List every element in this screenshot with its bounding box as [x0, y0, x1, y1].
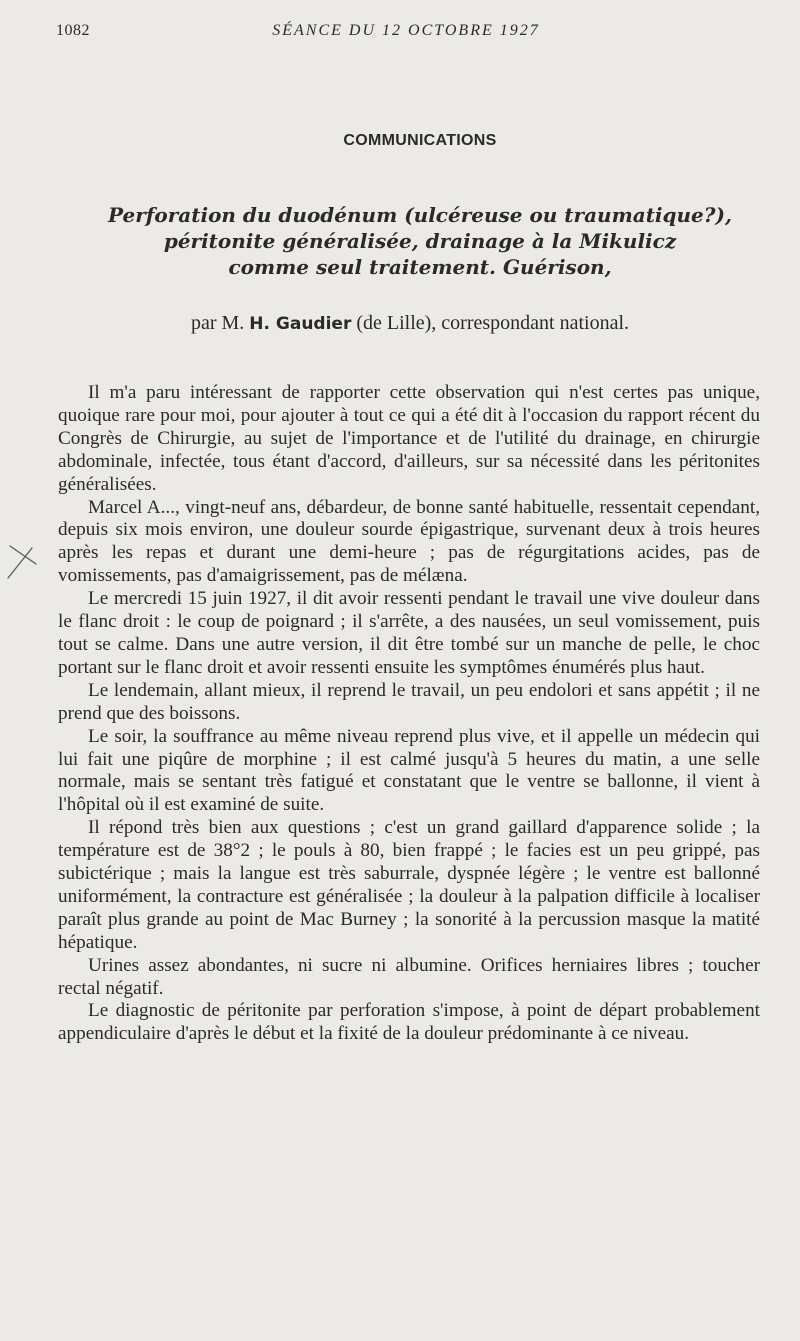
body-paragraph: Il répond très bien aux questions ; c'est un grand gaillard d'apparence solide ; la température est de 38°2 ; le pouls à 80, bien frappé ; le facies est un peu grippé, pas subictérique ; mais la langue est très saburrale, dyspnée légère ; le ventre est ballonné uniformément, la contracture est généralisée ; la douleur à la palpation difficile à localiser paraît plus grande au point de Mac Burney ; la sonorité à la percussion masque la matité hépatique.	[58, 817, 760, 953]
handwritten-margin-mark-icon	[2, 542, 42, 582]
body-paragraph: Urines assez abondantes, ni sucre ni albumine. Orifices herniaires libres ; toucher rectal négatif.	[58, 954, 760, 999]
running-title: SÉANCE DU 12 OCTOBRE 1927	[272, 22, 540, 39]
body-paragraph: Le lendemain, allant mieux, il reprend le travail, un peu endolori et sans appétit ; il ne prend que des boissons.	[58, 679, 760, 724]
section-title: COMMUNICATIONS	[343, 132, 497, 149]
article-title-line: comme seul traitement. Guérison,	[228, 255, 612, 279]
article-title	[40, 202, 800, 280]
author-line	[0, 312, 800, 335]
article-title-line: péritonite généralisée, drainage à la Mikulicz	[163, 229, 677, 253]
page-number: 1082	[56, 22, 90, 39]
article-body	[58, 382, 760, 1046]
body-paragraph: Le mercredi 15 juin 1927, il dit avoir ressenti pendant le travail une vive douleur dans le flanc droit : le coup de poignard ; il s'arrête, a des nausées, un seul vomissement, puis tout se calme. Dans une autre version, il dit être tombé sur un manche de pelle, le choc portant sur le flanc droit et avoir ressenti ensuite les symptômes énumérés plus haut.	[58, 588, 760, 678]
body-paragraph: Le diagnostic de péritonite par perforation s'impose, à point de départ probablement appendiculaire d'après le début et la fixité de la douleur prédominante à ce niveau.	[58, 1000, 760, 1045]
body-paragraph: Marcel A..., vingt-neuf ans, débardeur, de bonne santé habituelle, ressentait cependant, depuis six mois environ, une douleur sourde épigastrique, survenant deux à trois heures après les repas et durant une demi-heure ; pas de régurgitations acides, pas de vomissements, pas d'amaigrissement, pas de mélæna.	[58, 496, 760, 587]
author-prefix: par M.	[190, 312, 245, 334]
page-header	[56, 22, 756, 46]
body-paragraph: Le soir, la souffrance au même niveau reprend plus vive, et il appelle un médecin qui lui fait une piqûre de morphine ; il est calmé jusqu'à 5 heures du matin, a une selle normale, mais se sentant très fatigué et constatant que le ventre se ballonne, il vient à l'hôpital où il est examiné de suite.	[58, 725, 760, 816]
author-affiliation: (de Lille), correspondant national.	[356, 312, 630, 334]
body-paragraph: Il m'a paru intéressant de rapporter cette observation qui n'est certes pas unique, quoique rare pour moi, pour ajouter à tout ce qui a été dit à l'occasion du rapport récent du Congrès de Chirurgie, au sujet de l'importance et de l'utilité du drainage, en chirurgie abdominale, infectée, tous étant d'accord, d'ailleurs, sur sa nécessité dans les péritonites généralisées.	[58, 382, 760, 495]
author-name: H. Gaudier	[249, 314, 352, 334]
article-title-line: Perforation du duodénum (ulcéreuse ou traumatique?),	[108, 203, 732, 227]
